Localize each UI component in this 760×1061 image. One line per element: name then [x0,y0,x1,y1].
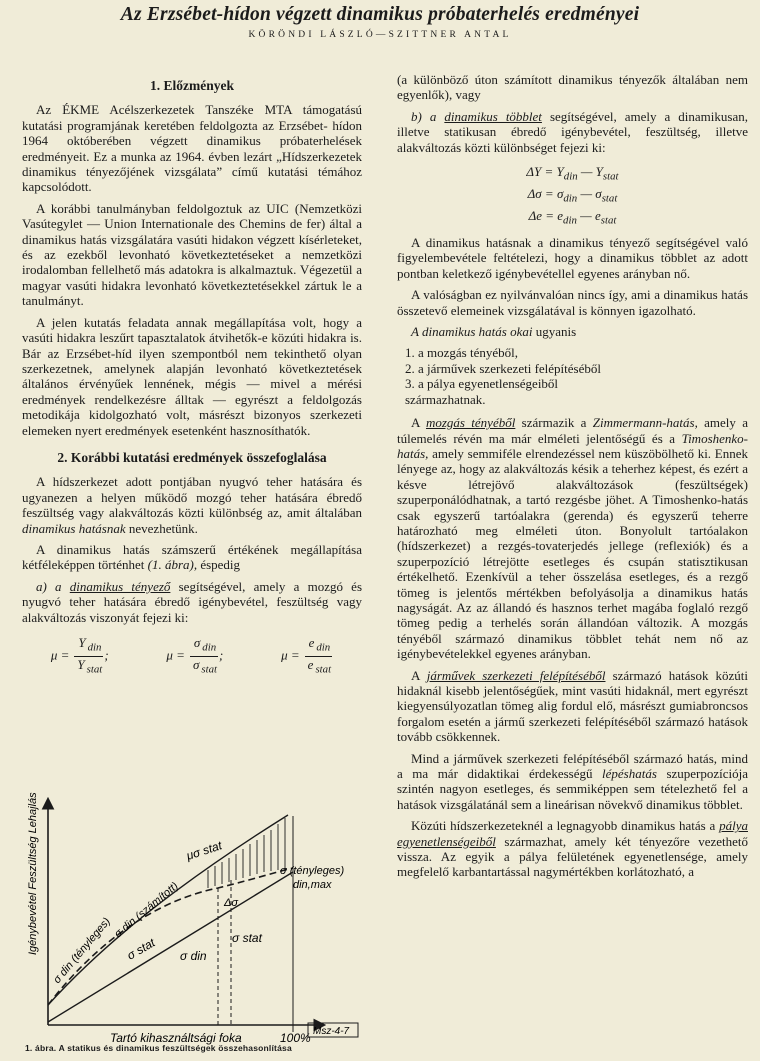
list-item: 1. a mozgás tényéből, [405,345,518,361]
paragraph: Mind a járművek szerkezeti felépítéséből származó hatás, mind a ma már didaktikai érdekességű lépéshatás szuperpozíciója szintén nagyon esetleges, és semmiképpen sem tételezhető fel a hatások vizsgálatánál sem a lineárisan növekvő dinamikus többlet. [397,750,749,812]
percent-label: 100% [280,1031,311,1045]
section-1-heading: 1. Előzmények [150,78,234,93]
x-axis-label: Tartó kihasználtsági foka [110,1031,242,1045]
label-sigma-stat: σ stat [124,935,158,963]
paragraph: A hídszerkezet adott pontjában nyugvó teher hatására és ugyanezen a helyen működő mozgó teher hatására ébredő feszültség vagy alakváltozás közti különbség az, amit általában dinamikus hatásnak nevezhetünk. [22,474,362,536]
hatch-region [208,818,285,888]
article-title: Az Erzsébet-hídon végzett dinamikus próbaterhelés eredményei [120,4,640,25]
figure-1-diagram [18,770,362,1060]
left-column [22,64,362,688]
sigma-din-calculated-curve [48,815,288,1005]
label-sigma-din-actual: σ din (tényleges) [51,915,113,986]
paragraph: a) a dinamikus tényező segítségével, amely a mozgó és nyugvó teher hatására ébredő igénybevétel, feszültség vagy alakváltozás viszonyát fejezi ki: [22,578,363,625]
list-item: származhatnak. [405,391,486,407]
paragraph: A dinamikus hatásnak a dinamikus tényező segítségével való figyelembevétele feltételezi, hogy a dinamikus többlet az adott pontban keletkező igénybevétellel egyenes arányban nő. [397,235,748,281]
label-mu-stat: μσ stat [184,838,224,863]
label-tenyleges-top: σ (tényleges) [280,865,345,877]
paragraph: A dinamikus hatás számszerű értékének megállapítása kétféleképpen történhet (1. ábra), éspedig [22,541,362,573]
label-din-max: din,max [293,879,332,891]
paragraph: Közúti hídszerkezeteknél a legnagyobb dinamikus hatás a pálya egyenetlenségeiből származhat, amely két tényezőre vezethető vissza. Az egyik a pálya felületének egyenetlensége, amely megfelelő karbantartással nagymértékben korlátozható, a [397,818,748,880]
figure-caption: 1. ábra. A statikus és dinamikus feszültségek összehasonlítása [25,1043,292,1053]
paragraph: A dinamikus hatás okai ugyanis [411,324,577,340]
paragraph: A valóságban ez nyilvánvalóan nincs így, ami a dinamikus hatás összetevő elemeinek vizsgálatával is könnyen igazolható. [397,287,748,318]
paragraph: A korábbi tanulmányban feldolgoztuk az UIC (Nemzetközi Vasútegylet — Union Internationale des Chemins de fer) által a dinamikus hatás vizsgálatára vasúti hidakon végzett kísérleteket, és az ezekből levonható következtetéseket a nemzetközi irodalomban fellelhető más adatokra is alkalmaztuk. Végezetül a magyar vasúti hidakra levonható következtetésekkel zártuk le a tanulmányt. [22,200,362,309]
dynamic-factor-formulas: μ = $\frac{Y _{din}}{Y _{stat}}$ ; μ = $\frac{\sigma _{din}}{\sigma _{stat}}$ ; μ = $\frac{e _{din}}{e _{stat}}$ [50,635,332,676]
paragraph: A mozgás tényéből származik a Zimmermann-hatás, amely a túlemelés révén ma már elméleti jelentőségű és a Timoshenko-hatás, amely semmiféle elrendezéssel nem küszöbölhető ki. Ennek lényege az, hogy az alakváltozás késik a teherhez képest, és ezért a késve létrejövő alakváltozások (feszültségek) szuperponálódhatnak, a tartó rezgésbe jöhet. A Timoshenko-hatás csak egyszerű tartóalakra (gerenda) és egyszerű teherre határozható meg elméleti úton. Bonyolult tartóalakon (hídszerkezet) a rezgés-tovaterjedés jellege (reflexiók) és a szuperpozíció létrejötte esetleges és csupán statisztikusan értékelhető. Ezenkívül a teher összelása esetleges, és a rezgő tömeg is jelentős mértékben befolyásolja a dinamikus hatás nagyságát. Az az állandó és hasznos terhet magába foglaló rezgő tömeg pedig a terhelés során állandóan változik. A mozgás tényéből származó dinamikus többlet tehát nem nő az igénybevételekkel egyenes arányban. [397,415,749,662]
section-2-heading: 2. Korábbi kutatási eredmények összefoglalása [57,449,327,465]
label-sigma-din-bottom: σ din [180,949,207,963]
drawing-stamp-text: Msz-4-7 [313,1026,350,1037]
list-item: 3. a pálya egyenetlenségeiből [405,376,559,392]
paragraph: A jelen kutatás feladata annak megállapítása volt, hogy a vasúti hidakra leszűrt tapasztalatok átvihetők-e közúti hidakra is. Bár az Erzsébet-híd ilyen szempontból nem tekinthető olyan szerkezetnek, amelynek alapján levonható következtetések általános érvényűek lennének, mégis — mivel a mérési eredmények rendelkezésre álltak — egyrészt a feldolgozás metodikája kidolgozható volt, másrészt bizonyos szerkezeti elemeken nyert eredmények esetenként hasznosíthatók. [22,314,362,438]
paragraph: A járművek szerkezeti felépítéséből származó hatások közúti hidaknál kisebb jelentőségűek, mint vasúti hidaknál, mert egyrészt kiegyensúlyozatlan tömeg alig fordul elő, másrészt gumiabroncsos forgalom esetén a jármű szerkezeti felépítéséből származó hatások tovább csökkennek. [397,667,749,745]
y-axis-label: Igénybevétel Feszültség Lehajlás [27,792,39,955]
paragraph: Az ÉKME Acélszerkezetek Tanszéke MTA támogatású kutatási programjának keretében feldolgozta az Erzsébet- hídon 1964 októberében végzett dinamikus próbaterhelések eredményeit. Ez a munka az 1964. évben lezárt „Hídszerkezetek dinamikus tényezőjének vizsgálata” című kutatási témához kapcsolódott. [22,102,362,195]
causes-list [397,345,748,407]
paragraph: (a különböző úton számított dinamikus tényezők általában nem egyenlők), vagy [397,72,748,103]
authors: KÖRÖNDI LÁSZLÓ—SZITTNER ANTAL [248,30,512,40]
list-item: 2. a járművek szerkezeti felépítéséből [405,360,601,376]
label-sigma-stat-bottom: σ stat [232,931,262,945]
label-delta-sigma: Δσ [224,897,239,909]
dynamic-surplus-formulas: $\Delta Y = Y_{din}$ — $Y_{stat}$ $\Delta\sigma = \sigma_{din}$ — $\sigma_{stat}$ $\Delta e = e_{din}$ — $e_{stat}$ [526,164,619,227]
right-column [397,72,748,886]
label-sigma-din-calculated: σ din (számított) [112,880,181,941]
paragraph: b) a dinamikus többlet segítségével, amely a dinamikusan, illetve statikusan ébredő igénybevétel, feszültség, illetve alakváltozás közti különbséget fejezi ki: [397,108,748,155]
